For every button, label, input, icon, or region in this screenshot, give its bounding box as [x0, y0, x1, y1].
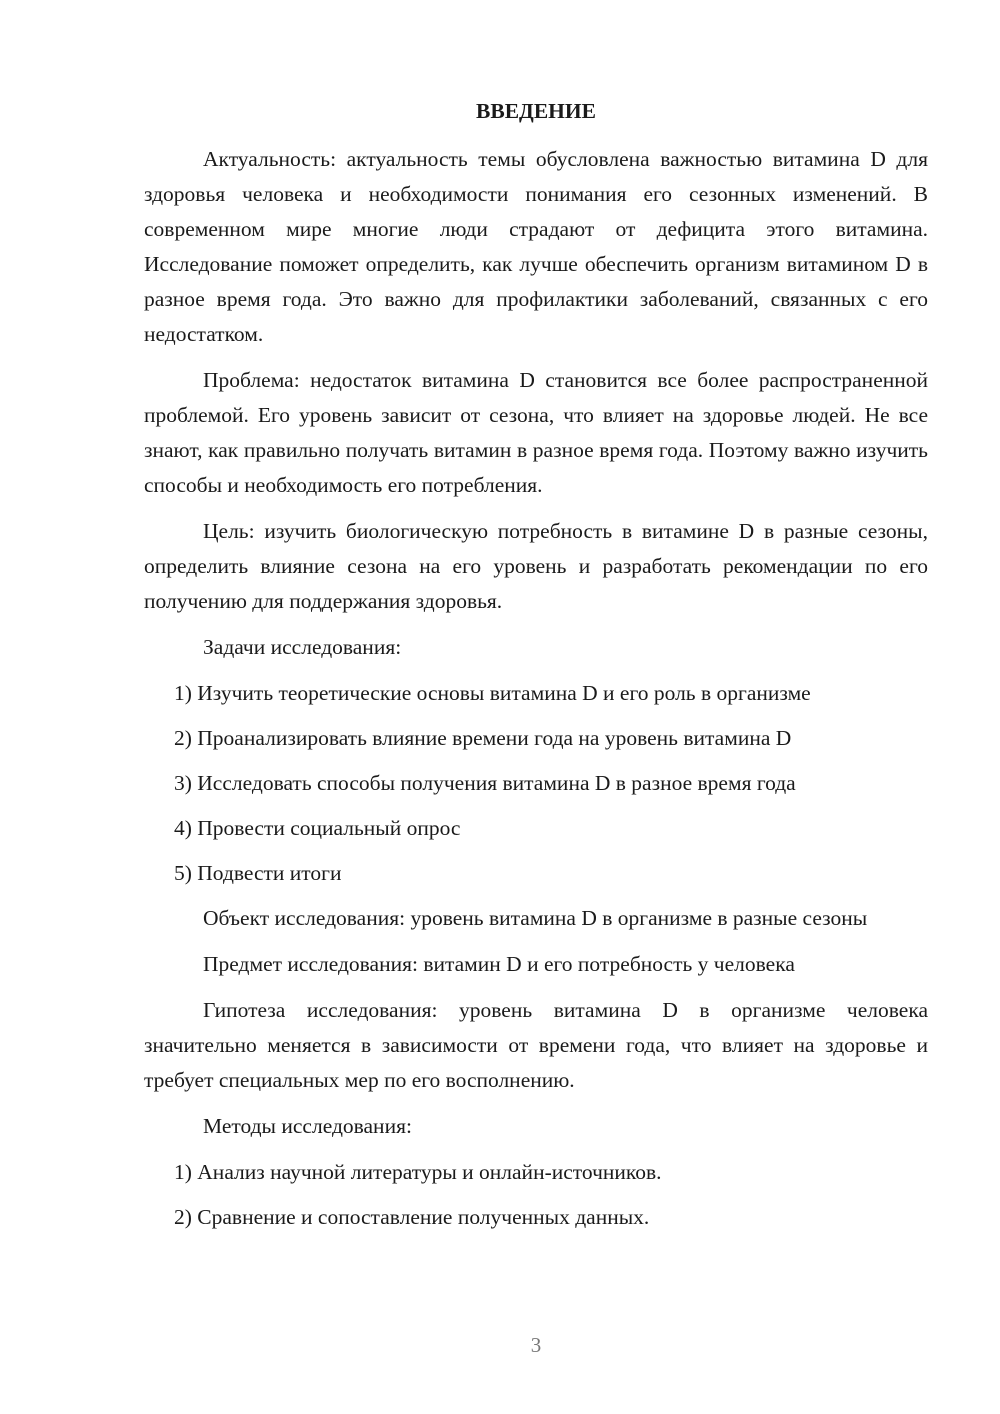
problem-paragraph: Проблема: недостаток витамина D становится все более распространенной проблемой. Его уровень зависит от сезона, что влияет на здоровье людей. Не все знают, как правильно получать витамин в разное время года. Поэтому важно изучить способы и необходимость его потребления. — [144, 368, 928, 497]
relevance-paragraph: Актуальность: актуальность темы обусловлена важностью витамина D для здоровья человека и необходимости понимания его сезонных изменений. В современном мире многие люди страдают от дефицита этого витамина. Исследование поможет определить, как лучше обеспечить организм витамином D в разное время года. Это важно для профилактики заболеваний, связанных с его недостатком. — [144, 147, 928, 346]
list-item: 2) Сравнение и сопоставление полученных данных. — [174, 1205, 650, 1229]
subject-paragraph: Предмет исследования: витамин D и его потребность у человека — [203, 952, 795, 976]
methods-heading: Методы исследования: — [203, 1114, 412, 1138]
list-item: 2) Проанализировать влияние времени года на уровень витамина D — [174, 726, 792, 750]
page-number: 3 — [530, 1333, 542, 1357]
section-title: ВВЕДЕНИЕ — [476, 99, 596, 123]
object-paragraph: Объект исследования: уровень витамина D в организме в разные сезоны — [203, 906, 868, 930]
document-page — [144, 96, 928, 1245]
list-item: 4) Провести социальный опрос — [174, 816, 461, 840]
list-item: 5) Подвести итоги — [174, 861, 342, 885]
goal-paragraph: Цель: изучить биологическую потребность в витамине D в разные сезоны, определить влияние сезона на его уровень и разработать рекомендации по его получению для поддержания здоровья. — [144, 519, 928, 613]
list-item: 1) Анализ научной литературы и онлайн-источников. — [174, 1160, 662, 1184]
tasks-heading: Задачи исследования: — [203, 635, 402, 659]
hypothesis-paragraph: Гипотеза исследования: уровень витамина D в организме человека значительно меняется в зависимости от времени года, что влияет на здоровье и требует специальных мер по его восполнению. — [144, 998, 928, 1092]
list-item: 1) Изучить теоретические основы витамина D и его роль в организме — [174, 681, 811, 705]
methods-list — [144, 1155, 928, 1235]
list-item: 3) Исследовать способы получения витамина D в разное время года — [174, 771, 796, 795]
tasks-list — [144, 676, 928, 891]
